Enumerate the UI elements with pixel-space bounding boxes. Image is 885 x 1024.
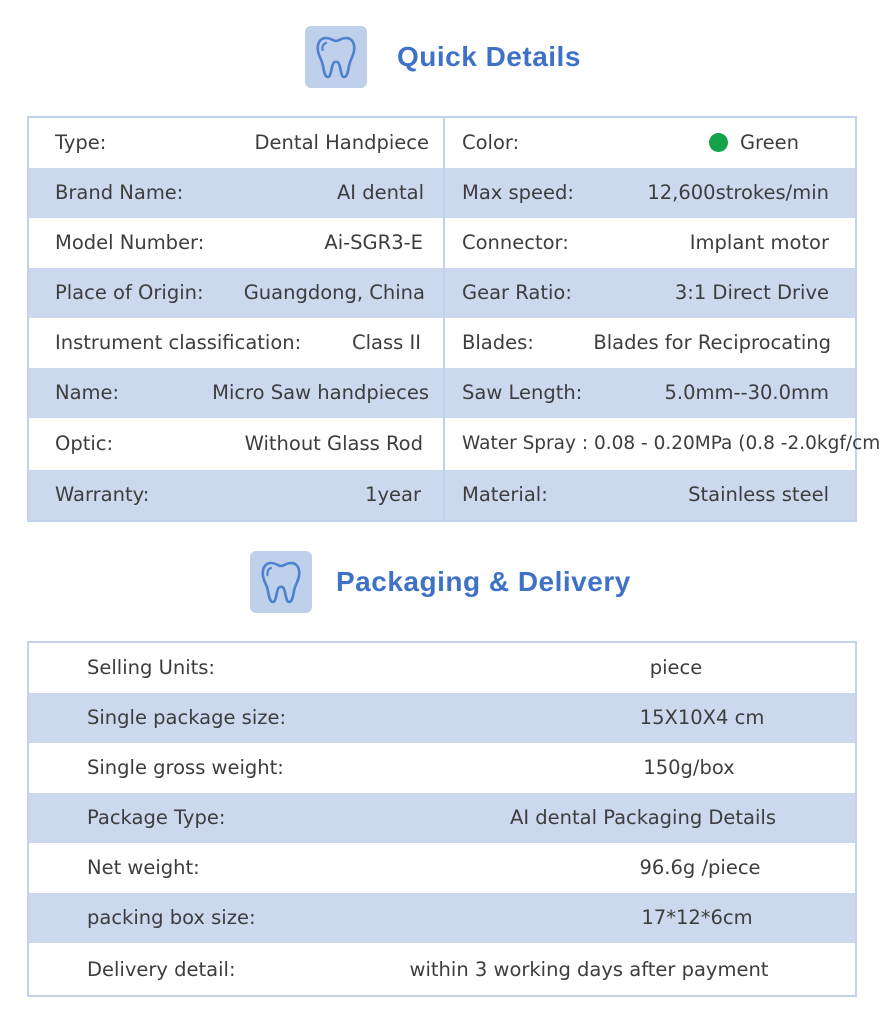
spec-label: Place of Origin:: [55, 281, 204, 304]
pack-value: 17*12*6cm: [641, 906, 753, 929]
packaging-table: [27, 641, 857, 997]
spec-label: Saw Length:: [462, 381, 583, 404]
table-row: [29, 268, 855, 318]
spec-label: Water Spray : 0.08 - 0.20MPa (0.8 -2.0kgf/cm: [462, 433, 881, 454]
spec-label: Max speed:: [462, 181, 574, 204]
tooth-icon: [250, 551, 312, 613]
table-row: [29, 368, 855, 418]
packaging-header: [250, 551, 631, 613]
spec-value: Micro Saw handpieces: [212, 381, 429, 404]
pack-label: Single gross weight:: [87, 756, 284, 779]
spec-value: Stainless steel: [688, 483, 829, 506]
table-row: [29, 118, 855, 168]
pack-label: Net weight:: [87, 856, 200, 879]
column-divider: [443, 118, 445, 520]
pack-value: 96.6g /piece: [639, 856, 761, 879]
table-row: [29, 418, 881, 470]
spec-label: Warranty:: [55, 483, 150, 506]
pack-value: piece: [649, 656, 703, 679]
pack-value: 15X10X4 cm: [639, 706, 765, 729]
pack-label: packing box size:: [87, 906, 256, 929]
quick-details-table: [27, 116, 881, 522]
spec-label: Name:: [55, 381, 120, 404]
pack-value: within 3 working days after payment: [409, 958, 769, 981]
spec-value: 3:1 Direct Drive: [674, 281, 829, 304]
spec-label: Type:: [55, 131, 107, 154]
spec-label: Model Number:: [55, 231, 205, 254]
pack-value: 150g/box: [643, 756, 735, 779]
table-row: [29, 318, 855, 368]
spec-value: Without Glass Rod: [244, 432, 423, 455]
spec-label: Gear Ratio:: [462, 281, 572, 304]
color-value: [709, 118, 799, 168]
spec-value: Implant motor: [689, 231, 829, 254]
table-row: [29, 843, 855, 893]
spec-label: Instrument classification:: [55, 331, 302, 354]
spec-value: Green: [739, 131, 799, 154]
pack-value: AI dental Packaging Details: [509, 806, 777, 829]
spec-label: Connector:: [462, 231, 569, 254]
spec-label: Optic:: [55, 432, 114, 455]
color-swatch-icon: [709, 133, 728, 152]
spec-value: Ai-SGR3-E: [324, 231, 423, 254]
pack-label: Delivery detail:: [87, 958, 236, 981]
spec-value: 5.0mm--30.0mm: [664, 381, 829, 404]
tooth-icon: [305, 26, 367, 88]
spec-value: 1year: [365, 483, 421, 506]
table-row: [29, 218, 855, 268]
table-row: [29, 743, 855, 793]
spec-value: Dental Handpiece: [254, 131, 429, 154]
section-title-packaging: Packaging & Delivery: [336, 566, 631, 597]
spec-value: Blades for Reciprocating: [593, 331, 831, 354]
spec-value: AI dental: [336, 181, 424, 204]
spec-value: Guangdong, China: [243, 281, 425, 304]
table-row: [29, 945, 855, 995]
spec-value: 12,600strokes/min: [647, 181, 829, 204]
quick-details-header: [305, 26, 581, 88]
spec-label: Brand Name:: [55, 181, 184, 204]
section-title-quick-details: Quick Details: [397, 41, 581, 72]
table-row: [29, 168, 855, 218]
table-row: [29, 793, 855, 843]
table-row: [29, 470, 855, 520]
table-row: [29, 893, 855, 943]
spec-label: Color:: [462, 131, 520, 154]
table-row: [29, 643, 855, 693]
spec-label: Material:: [462, 483, 548, 506]
pack-label: Single package size:: [87, 706, 287, 729]
table-row: [29, 693, 855, 743]
pack-label: Package Type:: [87, 806, 226, 829]
spec-label: Blades:: [462, 331, 534, 354]
spec-value: Class II: [351, 331, 421, 354]
pack-label: Selling Units:: [87, 656, 215, 679]
